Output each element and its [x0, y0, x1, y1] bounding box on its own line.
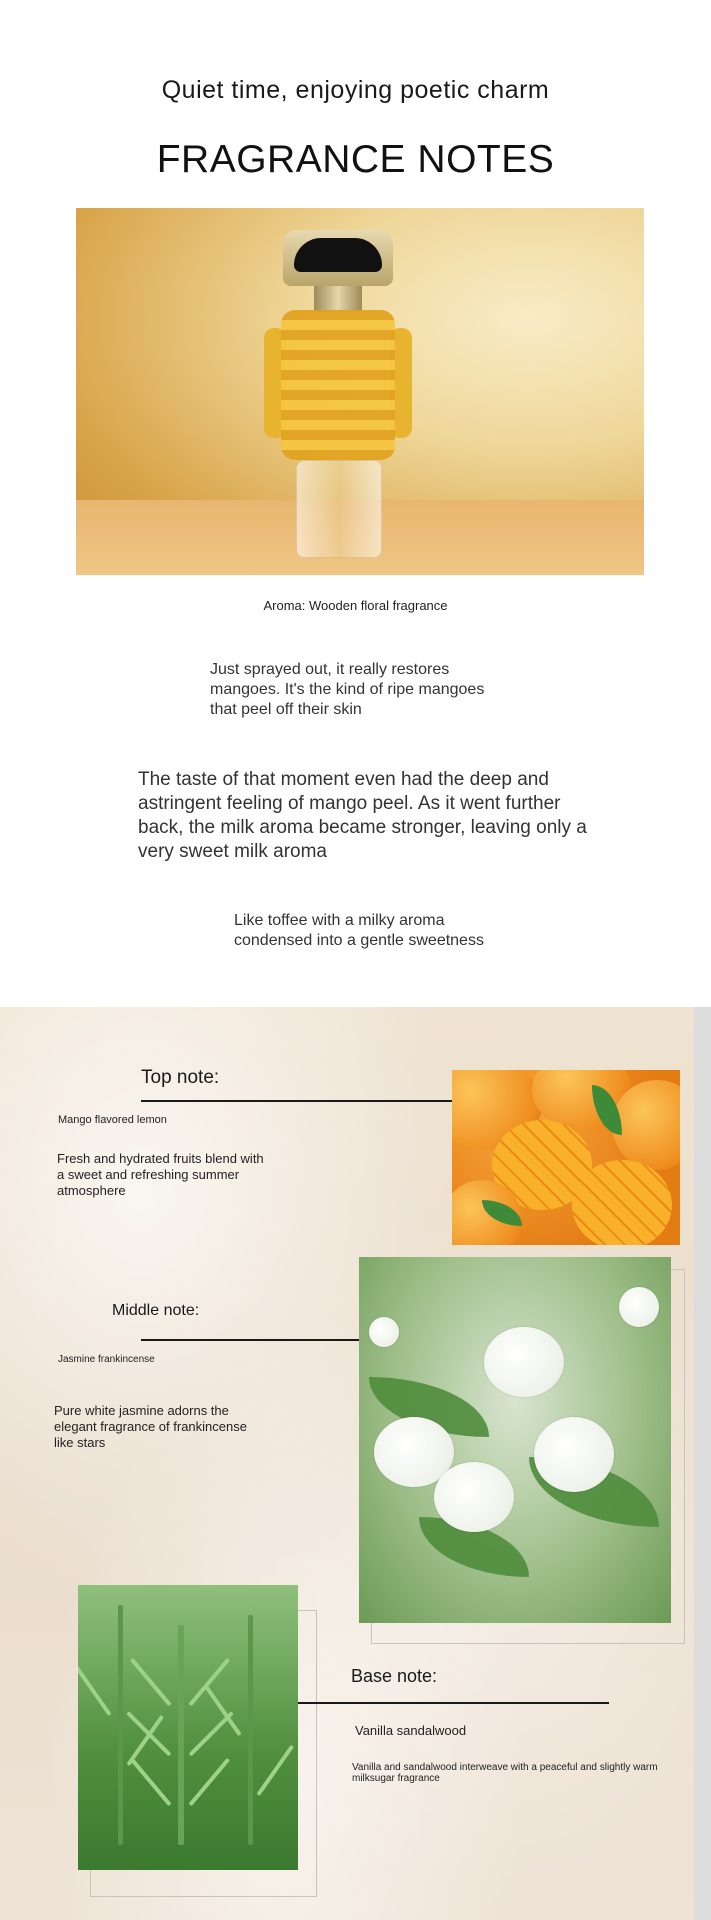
- aroma-label: Aroma: Wooden floral fragrance: [263, 598, 448, 613]
- description-paragraph-2: The taste of that moment even had the deep and astringent feeling of mango peel. As it went further back, the milk aroma became stronger, leaving only a very sweet milk aroma: [138, 769, 587, 862]
- base-note-divider: [298, 1702, 609, 1704]
- page-subtitle: Quiet time, enjoying poetic charm: [161, 76, 550, 104]
- top-note-description: Fresh and hydrated fruits blend with a sweet and refreshing summer atmosphere: [57, 1151, 264, 1198]
- fragrance-notes-section: [0, 1007, 711, 1920]
- middle-note-ingredient: Jasmine frankincense: [58, 1354, 155, 1365]
- base-note-ingredient: Vanilla sandalwood: [355, 1723, 467, 1738]
- middle-note-heading: Middle note:: [112, 1302, 200, 1319]
- top-note-divider: [141, 1100, 453, 1102]
- top-note-ingredient: Mango flavored lemon: [58, 1114, 167, 1126]
- top-note-heading: Top note:: [141, 1067, 220, 1088]
- base-note-heading: Base note:: [351, 1666, 438, 1686]
- middle-note-description: Pure white jasmine adorns the elegant fragrance of frankincense like stars: [54, 1403, 247, 1450]
- mango-photo-icon: [452, 1070, 680, 1245]
- description-paragraph-3: Like toffee with a milky aroma condensed into a gentle sweetness: [234, 912, 484, 949]
- page-title: FRAGRANCE NOTES: [156, 138, 555, 181]
- middle-note-divider: [141, 1339, 359, 1341]
- jasmine-photo-icon: [359, 1257, 671, 1623]
- rosemary-photo-icon: [78, 1585, 298, 1870]
- description-paragraph-1: Just sprayed out, it really restores mangoes. It's the kind of ripe mangoes that peel off their skin: [210, 661, 485, 718]
- base-note-description: Vanilla and sandalwood interweave with a peaceful and slightly warm milksugar fragrance: [352, 1762, 658, 1784]
- perfume-bottle-image: [76, 208, 644, 575]
